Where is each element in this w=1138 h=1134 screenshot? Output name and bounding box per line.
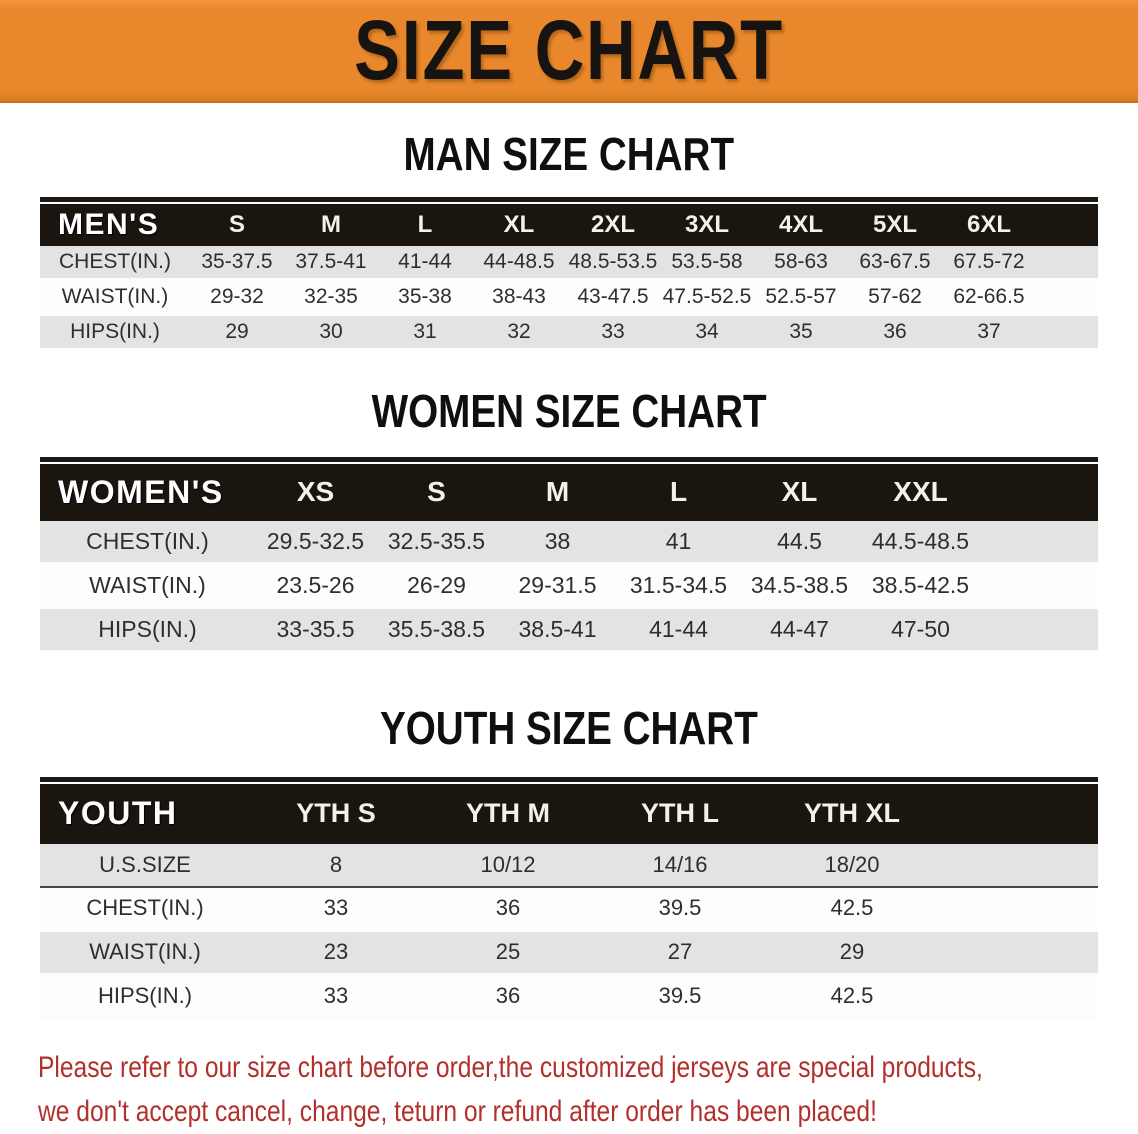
column-header: 6XL xyxy=(942,204,1036,246)
size-cell: 53.5-58 xyxy=(660,246,754,281)
size-cell: 8 xyxy=(250,844,422,888)
size-cell: 41-44 xyxy=(378,246,472,281)
size-cell: 41 xyxy=(618,521,739,565)
size-cell: 44-48.5 xyxy=(472,246,566,281)
table-row xyxy=(40,565,1098,609)
size-cell: 33-35.5 xyxy=(255,609,376,653)
cell-filler xyxy=(1036,316,1098,351)
column-header: 3XL xyxy=(660,204,754,246)
size-cell: 39.5 xyxy=(594,888,766,932)
header-filler xyxy=(981,464,1098,521)
header-filler xyxy=(938,784,1098,844)
table-row xyxy=(40,521,1098,565)
size-cell: 48.5-53.5 xyxy=(566,246,660,281)
size-cell: 31.5-34.5 xyxy=(618,565,739,609)
table-row xyxy=(40,932,1098,976)
size-section xyxy=(0,701,1138,1020)
size-cell: 63-67.5 xyxy=(848,246,942,281)
header-row xyxy=(40,784,1098,844)
row-label: WAIST(IN.) xyxy=(40,565,255,609)
cell-filler xyxy=(1036,281,1098,316)
cell-filler xyxy=(938,932,1098,976)
header-row xyxy=(40,204,1098,246)
disclaimer-line-1: Please refer to our size chart before order,the customized jerseys are special products, xyxy=(38,1050,983,1084)
size-cell: 33 xyxy=(250,976,422,1020)
row-label: CHEST(IN.) xyxy=(40,246,190,281)
column-header: XS xyxy=(255,464,376,521)
size-cell: 37.5-41 xyxy=(284,246,378,281)
row-label: WAIST(IN.) xyxy=(40,281,190,316)
column-header: 5XL xyxy=(848,204,942,246)
size-cell: 37 xyxy=(942,316,1036,351)
size-cell: 38.5-41 xyxy=(497,609,618,653)
size-cell: 27 xyxy=(594,932,766,976)
cell-filler xyxy=(981,609,1098,653)
column-header: L xyxy=(618,464,739,521)
size-cell: 44-47 xyxy=(739,609,860,653)
section-heading-text: WOMEN SIZE CHART xyxy=(371,385,767,438)
size-cell: 29-31.5 xyxy=(497,565,618,609)
row-label: CHEST(IN.) xyxy=(40,888,250,932)
size-cell: 10/12 xyxy=(422,844,594,888)
column-header: S xyxy=(376,464,497,521)
row-label: WAIST(IN.) xyxy=(40,932,250,976)
column-header: YTH M xyxy=(422,784,594,844)
size-cell: 36 xyxy=(422,976,594,1020)
size-cell: 29-32 xyxy=(190,281,284,316)
header-row xyxy=(40,464,1098,521)
row-label: HIPS(IN.) xyxy=(40,976,250,1020)
size-cell: 35 xyxy=(754,316,848,351)
table-wrap xyxy=(40,197,1098,351)
column-header: 4XL xyxy=(754,204,848,246)
cell-filler xyxy=(1036,246,1098,281)
size-cell: 33 xyxy=(566,316,660,351)
column-header: L xyxy=(378,204,472,246)
column-header: S xyxy=(190,204,284,246)
column-header: 2XL xyxy=(566,204,660,246)
row-label: CHEST(IN.) xyxy=(40,521,255,565)
size-cell: 30 xyxy=(284,316,378,351)
disclaimer xyxy=(38,1046,1138,1134)
size-cell: 29.5-32.5 xyxy=(255,521,376,565)
size-cell: 31 xyxy=(378,316,472,351)
section-heading-text: YOUTH SIZE CHART xyxy=(380,701,758,754)
row-label: U.S.SIZE xyxy=(40,844,250,888)
size-cell: 47-50 xyxy=(860,609,981,653)
table-row xyxy=(40,976,1098,1020)
size-cell: 36 xyxy=(422,888,594,932)
size-cell: 32.5-35.5 xyxy=(376,521,497,565)
banner xyxy=(0,0,1138,103)
cell-filler xyxy=(938,888,1098,932)
row-label: HIPS(IN.) xyxy=(40,609,255,653)
size-cell: 35.5-38.5 xyxy=(376,609,497,653)
column-header: YTH L xyxy=(594,784,766,844)
table-corner-label: MEN'S xyxy=(40,204,190,246)
size-table xyxy=(40,204,1098,351)
header-filler xyxy=(1036,204,1098,246)
column-header: XL xyxy=(472,204,566,246)
table-row xyxy=(40,844,1098,888)
size-cell: 62-66.5 xyxy=(942,281,1036,316)
size-cell: 33 xyxy=(250,888,422,932)
size-cell: 38 xyxy=(497,521,618,565)
size-cell: 44.5-48.5 xyxy=(860,521,981,565)
size-table xyxy=(40,464,1098,653)
size-cell: 34 xyxy=(660,316,754,351)
size-cell: 29 xyxy=(190,316,284,351)
size-cell: 42.5 xyxy=(766,888,938,932)
size-cell: 25 xyxy=(422,932,594,976)
column-header: M xyxy=(284,204,378,246)
size-cell: 44.5 xyxy=(739,521,860,565)
size-cell: 38.5-42.5 xyxy=(860,565,981,609)
column-header: YTH XL xyxy=(766,784,938,844)
size-cell: 47.5-52.5 xyxy=(660,281,754,316)
cell-filler xyxy=(938,976,1098,1020)
size-cell: 43-47.5 xyxy=(566,281,660,316)
size-cell: 57-62 xyxy=(848,281,942,316)
size-cell: 29 xyxy=(766,932,938,976)
size-cell: 39.5 xyxy=(594,976,766,1020)
cell-filler xyxy=(938,844,1098,888)
size-cell: 32 xyxy=(472,316,566,351)
row-label: HIPS(IN.) xyxy=(40,316,190,351)
size-cell: 41-44 xyxy=(618,609,739,653)
table-row xyxy=(40,281,1098,316)
table-row xyxy=(40,246,1098,281)
size-cell: 35-37.5 xyxy=(190,246,284,281)
size-cell: 42.5 xyxy=(766,976,938,1020)
size-cell: 26-29 xyxy=(376,565,497,609)
size-section xyxy=(0,387,1138,652)
size-cell: 38-43 xyxy=(472,281,566,316)
column-header: XL xyxy=(739,464,860,521)
column-header: YTH S xyxy=(250,784,422,844)
size-cell: 35-38 xyxy=(378,281,472,316)
sections xyxy=(0,130,1138,1020)
section-heading xyxy=(0,701,1138,754)
size-cell: 23 xyxy=(250,932,422,976)
size-section xyxy=(0,130,1138,351)
section-heading xyxy=(0,385,1138,438)
section-heading-text: MAN SIZE CHART xyxy=(403,128,735,180)
table-wrap xyxy=(40,777,1098,1020)
size-cell: 23.5-26 xyxy=(255,565,376,609)
size-cell: 34.5-38.5 xyxy=(739,565,860,609)
page-title: SIZE CHART xyxy=(354,3,784,97)
size-cell: 52.5-57 xyxy=(754,281,848,316)
table-corner-label: YOUTH xyxy=(40,784,250,844)
column-header: M xyxy=(497,464,618,521)
disclaimer-line-2: we don't accept cancel, change, teturn or refund after order has been placed! xyxy=(38,1094,877,1128)
size-cell: 36 xyxy=(848,316,942,351)
section-heading xyxy=(0,130,1138,178)
table-row xyxy=(40,609,1098,653)
table-corner-label: WOMEN'S xyxy=(40,464,255,521)
size-cell: 14/16 xyxy=(594,844,766,888)
table-wrap xyxy=(40,457,1098,653)
column-header: XXL xyxy=(860,464,981,521)
size-cell: 32-35 xyxy=(284,281,378,316)
cell-filler xyxy=(981,565,1098,609)
size-cell: 18/20 xyxy=(766,844,938,888)
cell-filler xyxy=(981,521,1098,565)
size-cell: 67.5-72 xyxy=(942,246,1036,281)
table-row xyxy=(40,888,1098,932)
table-row xyxy=(40,316,1098,351)
size-cell: 58-63 xyxy=(754,246,848,281)
size-table xyxy=(40,784,1098,1020)
